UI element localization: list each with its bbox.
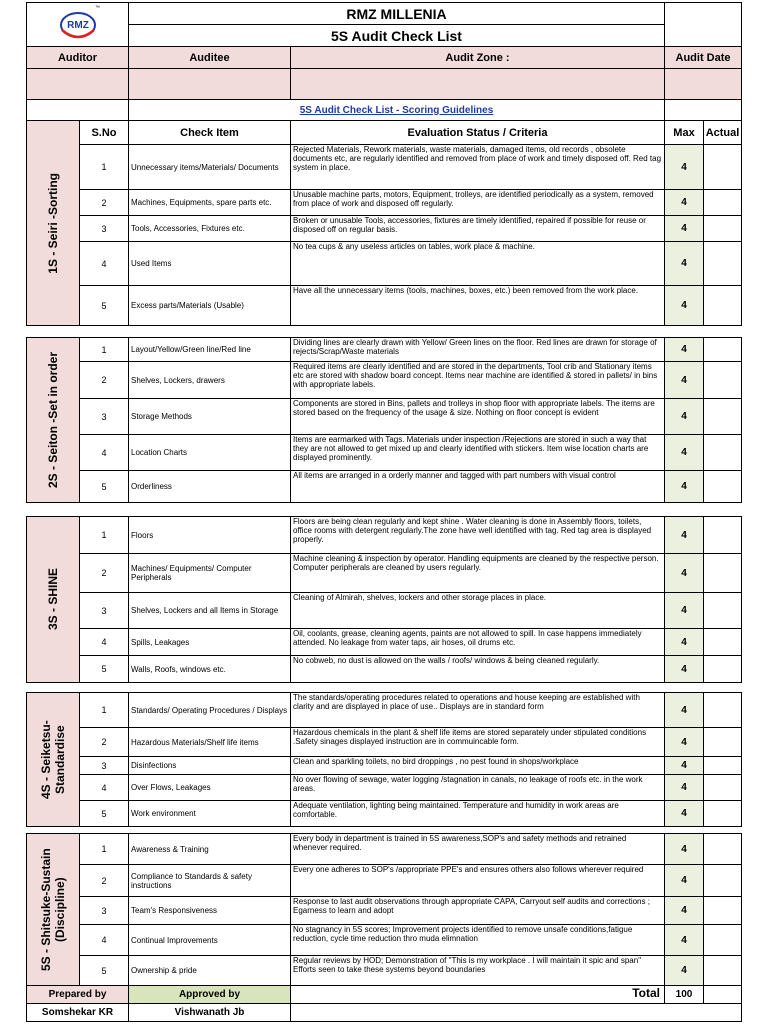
row-number: 3 [79, 756, 129, 775]
row-number: 5 [79, 655, 129, 683]
row-number: 5 [79, 285, 129, 326]
check-item: Machines, Equipments, spare parts etc. [128, 189, 291, 216]
actual-score-input[interactable] [703, 800, 742, 827]
check-item: Shelves, Lockers, drawers [128, 361, 291, 399]
evaluation-criteria: No over flowing of sewage, water logging /stagnation in canals, no leakage of roofs etc. in the work areas. [290, 774, 665, 801]
evaluation-criteria: Response to last audit observations through appropriate CAPA, Carryout self audits and corrections ; Egarness to learn and adopt [290, 896, 665, 925]
check-item: Floors [128, 516, 291, 554]
approved-by-label: Approved by [128, 985, 291, 1004]
row-number: 3 [79, 896, 129, 925]
row-number: 1 [79, 337, 129, 362]
max-score: 4 [664, 398, 704, 435]
evaluation-criteria: Every one adheres to SOP's /appropriate PPE's and ensures others also follows wherever required [290, 864, 665, 897]
page-title: 5S Audit Check List [128, 24, 665, 47]
audit-zone-field[interactable] [290, 68, 665, 100]
row-number: 2 [79, 361, 129, 399]
check-item: Layout/Yellow/Green line/Red line [128, 337, 291, 362]
row-number: 3 [79, 398, 129, 435]
check-item: Excess parts/Materials (Usable) [128, 285, 291, 326]
actual-score-input[interactable] [703, 756, 742, 775]
evaluation-criteria: Unusable machine parts, motors, Equipment, trolleys, are identified periodically as a system, removed from place of work and disposed off regularly. [290, 189, 665, 216]
check-item: Work environment [128, 800, 291, 827]
total-score: 100 [664, 985, 704, 1004]
sno-header: S.No [79, 120, 129, 145]
max-score: 4 [664, 337, 704, 362]
prepared-by-label: Prepared by [26, 985, 129, 1004]
check-item: Team's Responsiveness [128, 896, 291, 925]
actual-score-input[interactable] [703, 692, 742, 728]
row-number: 4 [79, 774, 129, 801]
max-score: 4 [664, 516, 704, 554]
section-name: 5S - Shitsuke-Sustain (Discipline) [39, 848, 67, 971]
section-label [26, 516, 80, 683]
max-score: 4 [664, 241, 704, 286]
check-item: Standards/ Operating Procedures / Displays [128, 692, 291, 728]
check-item: Machines/ Equipments/ Computer Peripherals [128, 553, 291, 593]
actual-score-input[interactable] [703, 774, 742, 801]
evaluation-criteria: Floors are being clean regularly and kept shine . Water cleaning is done in Assembly floors, toilets, office rooms with detergent regularly.The zone have well identified with tag. Red tag area is displayed properly. [290, 516, 665, 554]
total-actual-input[interactable] [703, 985, 742, 1004]
max-score: 4 [664, 756, 704, 775]
row-number: 2 [79, 189, 129, 216]
blank-cell [664, 99, 742, 121]
evaluation-criteria: Cleaning of Almirah, shelves, lockers and other storage places in place. [290, 592, 665, 629]
max-score: 4 [664, 864, 704, 897]
row-number: 1 [79, 144, 129, 190]
auditee-field[interactable] [128, 68, 291, 100]
actual-score-input[interactable] [703, 470, 742, 503]
check-item: Awareness & Training [128, 833, 291, 865]
evaluation-criteria: Regular reviews by HOD; Demonstration of "This is my workplace . I will maintain it spic and span" Efforts seen to take these systems beyond boundaries [290, 955, 665, 986]
check-item: Shelves, Lockers and all Items in Storage [128, 592, 291, 629]
evaluation-criteria: The standards/operating procedures related to operations and house keeping are established with clarity and are displayed in place of use.. Displays are in standard form [290, 692, 665, 728]
check-item: Continual Improvements [128, 924, 291, 956]
header-blank-cell [664, 2, 742, 47]
actual-score-input[interactable] [703, 144, 742, 190]
evaluation-criteria: Broken or unusable Tools, accessories, fixtures are timely identified, repaired if possible for reuse or disposed off on regular basis. [290, 215, 665, 242]
actual-score-input[interactable] [703, 592, 742, 629]
evaluation-criteria: Hazardous chemicals in the plant & shelf life items are stored separately under stipulated conditions .Safety sinages displayed instruction are in commuincable form. [290, 727, 665, 757]
audit-date-field[interactable] [664, 68, 742, 100]
max-score: 4 [664, 833, 704, 865]
evaluation-criteria: No cobweb, no dust is allowed on the walls / roofs/ windows & being cleaned regularly. [290, 655, 665, 683]
check-item: Tools, Accessories, Fixtures etc. [128, 215, 291, 242]
section-label [26, 833, 80, 986]
actual-score-input[interactable] [703, 628, 742, 656]
check-item-header: Check Item [128, 120, 291, 145]
actual-score-input[interactable] [703, 516, 742, 554]
actual-score-input[interactable] [703, 285, 742, 326]
signature-blank-cell [290, 1003, 742, 1022]
audit-date-header: Audit Date [664, 46, 742, 69]
evaluation-criteria: Adequate ventilation, lighting being maintained. Temperature and humidity in work areas are comfortable. [290, 800, 665, 827]
evaluation-criteria: Rejected Materials, Rework materials, waste materials, damaged items, old records , obsolete documents etc, are regularly identified and removed from place of work and timely disposed off. Red tag system in place. [290, 144, 665, 190]
approved-by-name: Vishwanath Jb [128, 1003, 291, 1022]
check-item: Storage Methods [128, 398, 291, 435]
row-number: 5 [79, 800, 129, 827]
evaluation-criteria: All items are arranged in a orderly manner and tagged with part numbers with visual control [290, 470, 665, 503]
rmz-logo-icon [58, 10, 98, 40]
row-number: 2 [79, 553, 129, 593]
max-score: 4 [664, 553, 704, 593]
section-name: 1S - Seiri -Sorting [46, 172, 60, 274]
row-number: 1 [79, 692, 129, 728]
total-label: Total [632, 986, 660, 1000]
check-item: Hazardous Materials/Shelf life items [128, 727, 291, 757]
actual-score-input[interactable] [703, 655, 742, 683]
actual-header: Actual [703, 120, 742, 145]
section-label [26, 692, 80, 827]
actual-score-input[interactable] [703, 553, 742, 593]
row-number: 2 [79, 727, 129, 757]
trademark-mark: ™ [95, 5, 100, 11]
check-item: Used Items [128, 241, 291, 286]
company-name: RMZ MILLENIA [128, 2, 665, 25]
total-label-cell [290, 985, 665, 1004]
actual-score-input[interactable] [703, 864, 742, 897]
check-item: Unnecessary items/Materials/ Documents [128, 144, 291, 190]
actual-score-input[interactable] [703, 189, 742, 216]
row-number: 5 [79, 470, 129, 503]
max-score: 4 [664, 215, 704, 242]
row-number: 2 [79, 864, 129, 897]
max-score: 4 [664, 774, 704, 801]
max-score: 4 [664, 592, 704, 629]
criteria-header: Evaluation Status / Criteria [290, 120, 665, 145]
auditor-header: Auditor [26, 46, 129, 69]
check-item: Ownership & pride [128, 955, 291, 986]
actual-score-input[interactable] [703, 896, 742, 925]
max-score: 4 [664, 955, 704, 986]
evaluation-criteria: Have all the unnecessary items (tools, machines, boxes, etc.) been removed from the work place. [290, 285, 665, 326]
actual-score-input[interactable] [703, 241, 742, 286]
max-score: 4 [664, 692, 704, 728]
max-score: 4 [664, 800, 704, 827]
auditor-field[interactable] [26, 68, 129, 100]
row-number: 4 [79, 924, 129, 956]
scoring-guidelines-link[interactable]: 5S Audit Check List - Scoring Guidelines [128, 99, 665, 121]
check-item: Location Charts [128, 434, 291, 471]
check-item: Over Flows, Leakages [128, 774, 291, 801]
row-number: 5 [79, 955, 129, 986]
evaluation-criteria: Required items are clearly identified and are stored in the departments, Tool crib and Stationary items etc are stored with shadow board concept. Items near machine are identified & stored in pallets/ in bins with appropriate labels. [290, 361, 665, 399]
max-score: 4 [664, 727, 704, 757]
evaluation-criteria: Machine cleaning & inspection by operator. Handling equipments are cleaned by the respective person. Computer peripherals are cleaned by users regularly. [290, 553, 665, 593]
max-score: 4 [664, 896, 704, 925]
blank-cell [26, 99, 129, 121]
evaluation-criteria: Components are stored in Bins, pallets and trolleys in shop floor with appropriate labels. The items are stored based on the frequency of the usage & size. Nothing on floor concept is evident [290, 398, 665, 435]
row-number: 4 [79, 434, 129, 471]
row-number: 4 [79, 241, 129, 286]
section-name: 2S - Seiton -Set in order [46, 351, 60, 489]
max-header: Max [664, 120, 704, 145]
max-score: 4 [664, 655, 704, 683]
max-score: 4 [664, 361, 704, 399]
max-score: 4 [664, 189, 704, 216]
evaluation-criteria: Every body in department is trained in 5S awareness,SOP's and safety methods and retrained whenever required. [290, 833, 665, 865]
check-item: Compliance to Standards & safety instructions [128, 864, 291, 897]
actual-score-input[interactable] [703, 727, 742, 757]
row-number: 3 [79, 592, 129, 629]
max-score: 4 [664, 144, 704, 190]
max-score: 4 [664, 285, 704, 326]
section-label [26, 337, 80, 503]
max-score: 4 [664, 470, 704, 503]
actual-score-input[interactable] [703, 361, 742, 399]
evaluation-criteria: No tea cups & any useless articles on tables, work place & machine. [290, 241, 665, 286]
row-number: 1 [79, 833, 129, 865]
logo-text: RMZ [66, 19, 89, 31]
max-score: 4 [664, 434, 704, 471]
audit-zone-header: Audit Zone : [290, 46, 665, 69]
actual-score-input[interactable] [703, 215, 742, 242]
check-item: Orderliness [128, 470, 291, 503]
evaluation-criteria: Clean and sparkling toilets, no bird droppings , no pest found in shops/workplace [290, 756, 665, 775]
actual-score-input[interactable] [703, 924, 742, 956]
row-number: 3 [79, 215, 129, 242]
check-item: Disinfections [128, 756, 291, 775]
actual-score-input[interactable] [703, 337, 742, 362]
check-item: Spills, Leakages [128, 628, 291, 656]
check-item: Walls, Roofs, windows etc. [128, 655, 291, 683]
auditee-header: Auditee [128, 46, 291, 69]
max-score: 4 [664, 924, 704, 956]
evaluation-criteria: Oil, coolants, grease, cleaning agents, paints are not allowed to spill. In case happens immediately attended. No leakage from water taps, air hoses, oil drums etc. [290, 628, 665, 656]
evaluation-criteria: Items are earmarked with Tags. Materials under inspection /Rejections are stored in such a way that they are not allowed to get mixed up and clearly identified with stickers. Item wise location charts are displayed prominently. [290, 434, 665, 471]
prepared-by-name: Somshekar KR [26, 1003, 129, 1022]
evaluation-criteria: Dividing lines are clearly drawn with Yellow/ Green lines on the floor. Red lines are drawn for storage of rejects/Scrap/Waste materials [290, 337, 665, 362]
row-number: 4 [79, 628, 129, 656]
actual-score-input[interactable] [703, 398, 742, 435]
row-number: 1 [79, 516, 129, 554]
section-label [26, 120, 80, 326]
actual-score-input[interactable] [703, 833, 742, 865]
section-name: 3S - SHINE [46, 568, 60, 631]
actual-score-input[interactable] [703, 434, 742, 471]
evaluation-criteria: No stagnancy in 5S scores; Improvement projects identified to remove unsafe conditions,fatigue reduction, cycle time reduction thro muda elimnation [290, 924, 665, 956]
actual-score-input[interactable] [703, 955, 742, 986]
max-score: 4 [664, 628, 704, 656]
logo-cell [26, 2, 129, 47]
section-name: 4S - Seiketsu-Standardise [39, 720, 67, 799]
